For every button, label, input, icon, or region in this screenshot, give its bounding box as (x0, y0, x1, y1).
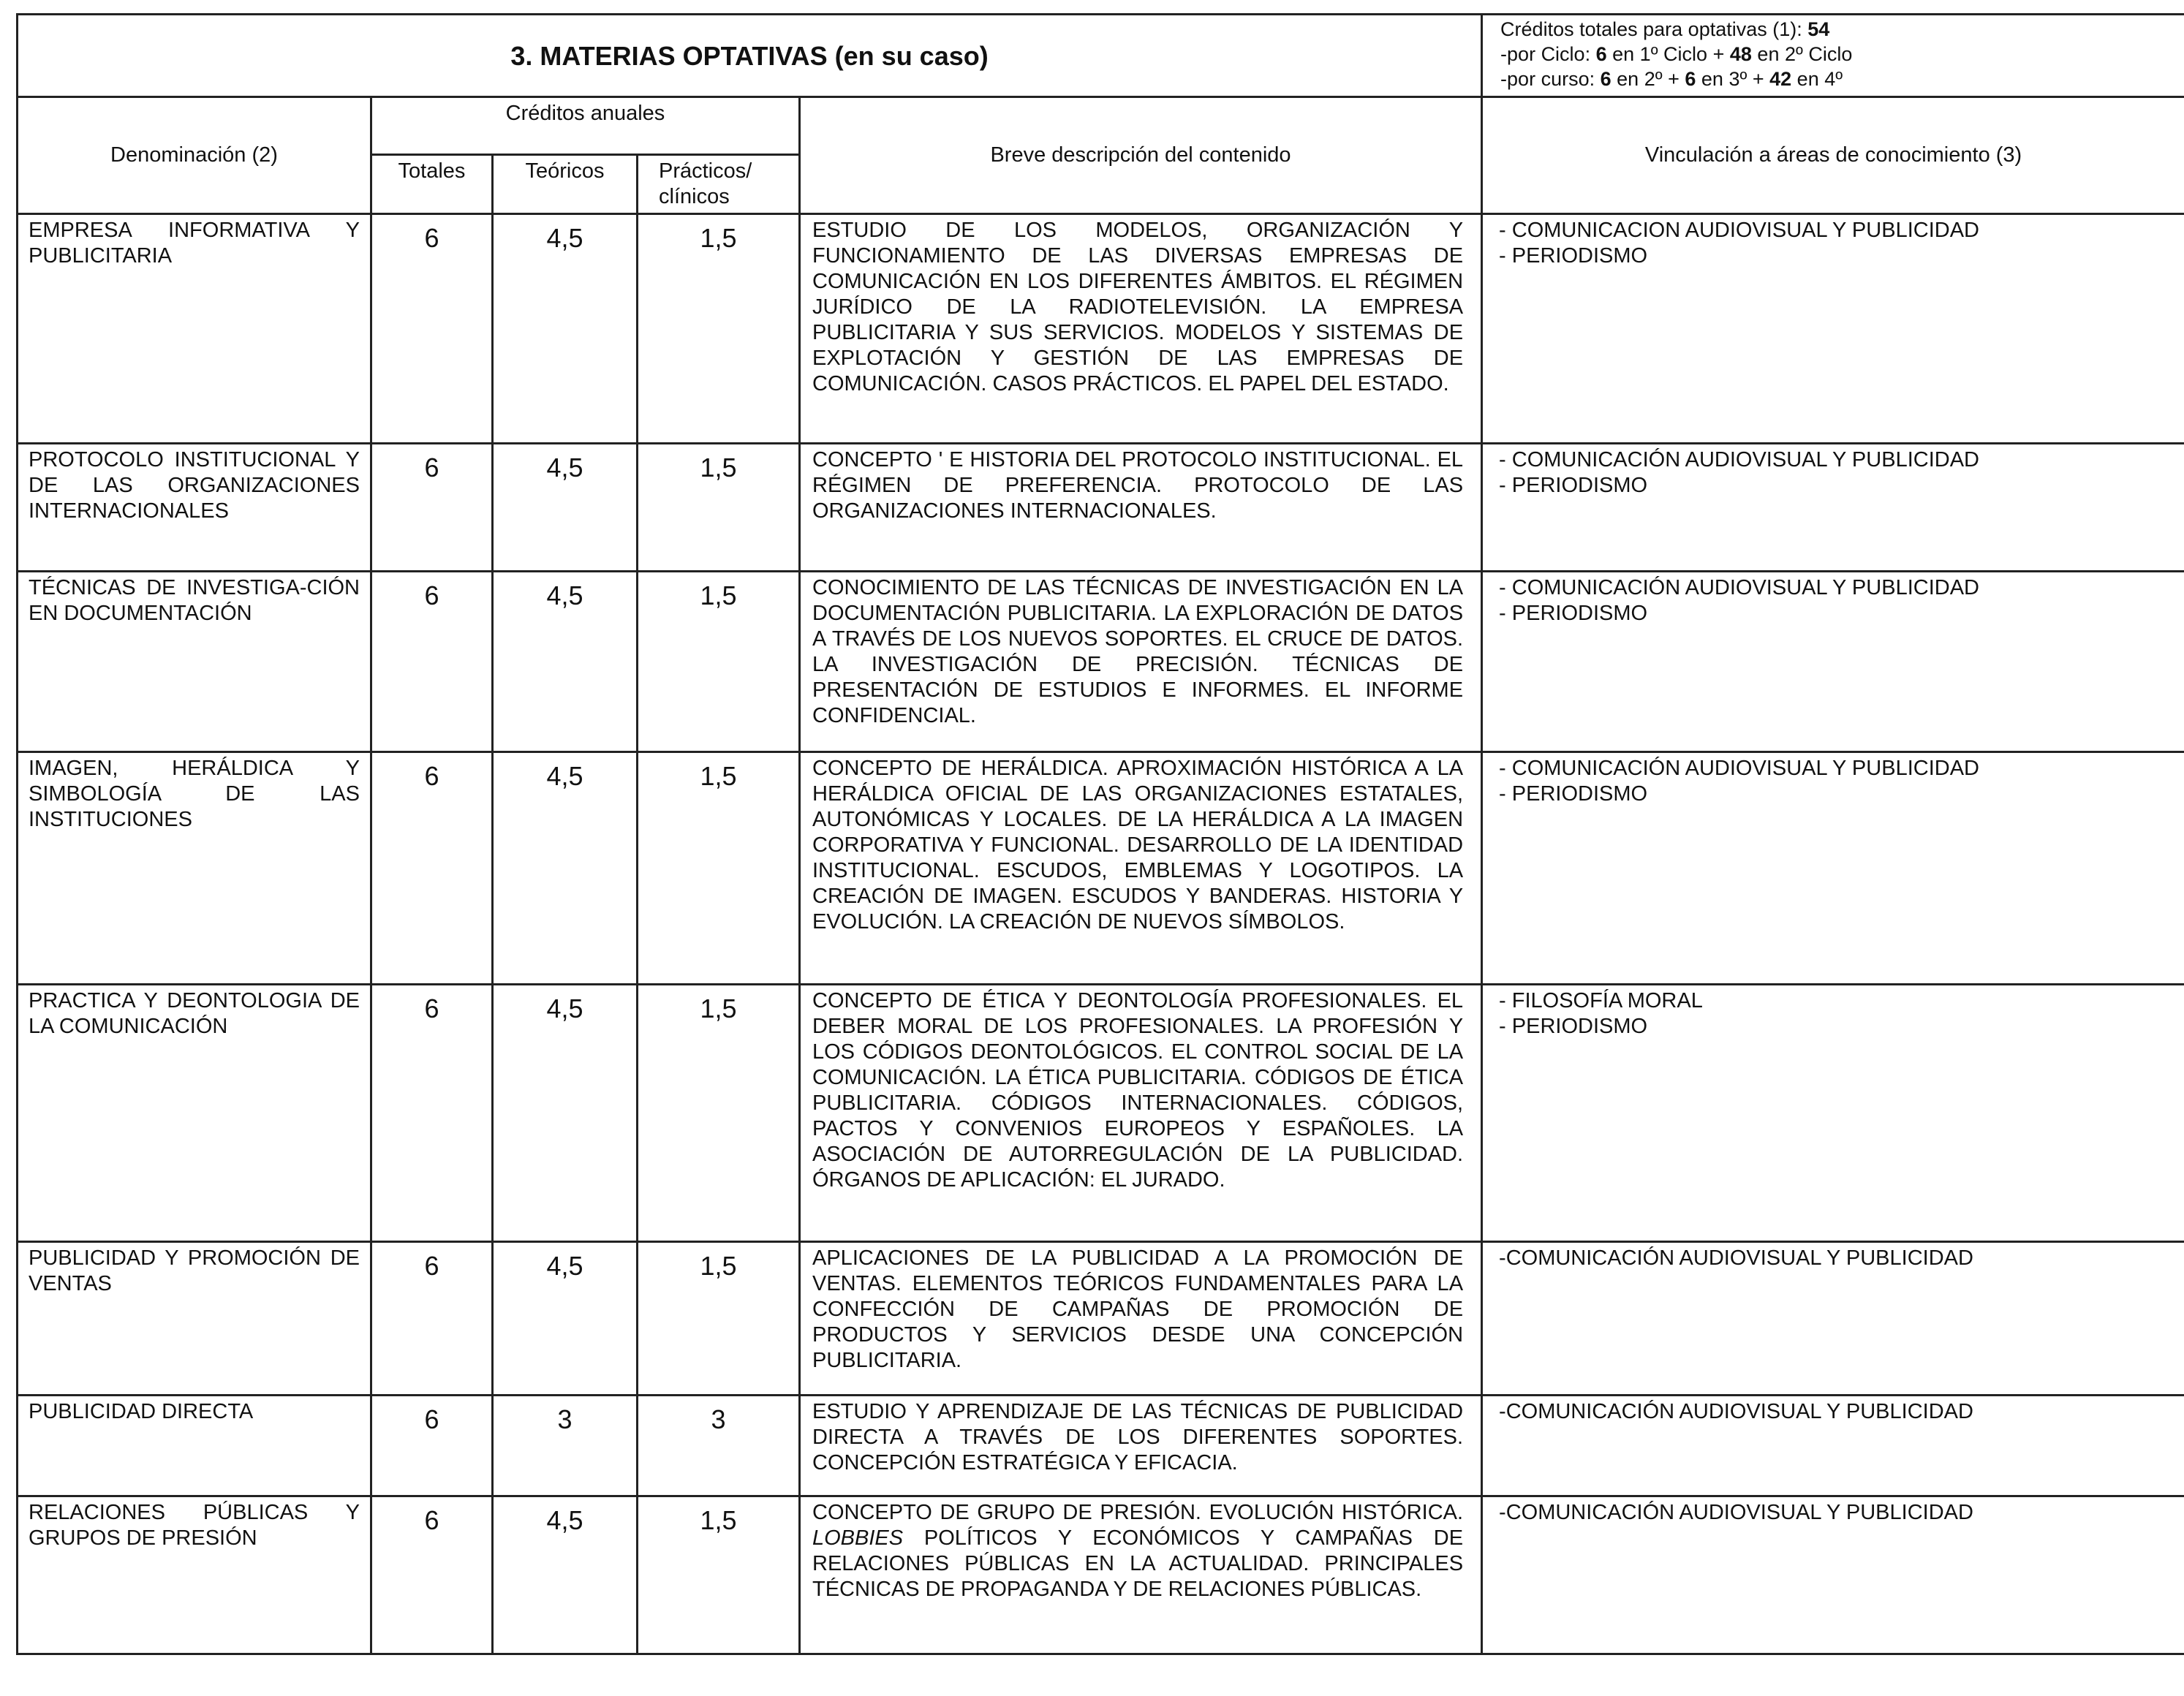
subject-description: CONCEPTO DE GRUPO DE PRESIÓN. EVOLUCIÓN HISTÓRICA. LOBBIES POLÍTICOS Y ECONÓMICOS Y CAMPAÑAS DE RELACIONES PÚBLICAS EN LA ACTUALIDAD. PRINCIPALES TÉCNICAS DE PROPAGANDA Y DE RELACIONES PÚBLICAS. (800, 1496, 1482, 1654)
subject-name: EMPRESA INFORMATIVA Y PUBLICITARIA (18, 214, 371, 444)
credits-summary (1482, 15, 2184, 97)
credits-total: 6 (371, 444, 493, 572)
credits-total: 6 (371, 1242, 493, 1396)
header-teoricos: Teóricos (493, 155, 638, 214)
credits-practice: 1,5 (638, 1496, 800, 1654)
table-row (18, 1496, 2184, 1654)
subject-description: CONCEPTO DE ÉTICA Y DEONTOLOGÍA PROFESIONALES. EL DEBER MORAL DE LOS PROFESIONALES. LA PROFESIÓN Y LOS CÓDIGOS DEONTOLÓGICOS. EL CONTROL SOCIAL DE LA COMUNICACIÓN. LA ÉTICA PUBLICITARIA. CÓDIGOS DE ÉTICA PUBLICITARIA. CÓDIGOS INTERNACIONALES. CÓDIGOS, PACTOS Y CONVENIOS EUROPEOS Y ESPAÑOLES. LA ASOCIACIÓN DE AUTORREGULACIÓN DE LA PUBLICIDAD. ÓRGANOS DE APLICACIÓN: EL JURADO. (800, 985, 1482, 1242)
knowledge-areas: - COMUNICACIÓN AUDIOVISUAL Y PUBLICIDAD - PERIODISMO (1482, 752, 2184, 985)
table-row (18, 1396, 2184, 1496)
credits-total: 6 (371, 214, 493, 444)
header-vinculacion: Vinculación a áreas de conocimiento (3) (1482, 97, 2184, 214)
credits-theory: 4,5 (493, 1242, 638, 1396)
header-denominacion: Denominación (2) (18, 97, 371, 214)
credits-practice: 1,5 (638, 1242, 800, 1396)
subject-description: ESTUDIO Y APRENDIZAJE DE LAS TÉCNICAS DE PUBLICIDAD DIRECTA A TRAVÉS DE LOS DIFERENTES SOPORTES. CONCEPCIÓN ESTRATÉGICA Y EFICACIA. (800, 1396, 1482, 1496)
credits-total-line: Créditos totales para optativas (1): 54 (1500, 18, 1830, 40)
table-row (18, 752, 2184, 985)
subject-description: CONCEPTO DE HERÁLDICA. APROXIMACIÓN HISTÓRICA A LA HERÁLDICA OFICIAL DE LAS ORGANIZACIONES ESTATALES, AUTONÓMICAS Y LOCALES. DE LA HERÁLDICA A LA IMAGEN CORPORATIVA Y FUNCIONAL. DESARROLLO DE LA IDENTIDAD INSTITUCIONAL. ESCUDOS, EMBLEMAS Y LOGOTIPOS. LA CREACIÓN DE IMAGEN. ESCUDOS Y BANDERAS. HISTORIA Y EVOLUCIÓN. LA CREACIÓN DE NUEVOS SÍMBOLOS. (800, 752, 1482, 985)
table-row (18, 214, 2184, 444)
knowledge-areas: - COMUNICACIÓN AUDIOVISUAL Y PUBLICIDAD - PERIODISMO (1482, 444, 2184, 572)
lobbies-italic: LOBBIES (812, 1526, 904, 1550)
knowledge-areas: - COMUNICACION AUDIOVISUAL Y PUBLICIDAD - PERIODISMO (1482, 214, 2184, 444)
subject-description: ESTUDIO DE LOS MODELOS, ORGANIZACIÓN Y FUNCIONAMIENTO DE LAS DIVERSAS EMPRESAS DE COMUNICACIÓN EN LOS DIFERENTES ÁMBITOS. EL RÉGIMEN JURÍDICO DE LA RADIOTELEVISIÓN. LA EMPRESA PUBLICITARIA Y SUS SERVICIOS. MODELOS Y SISTEMAS DE EXPLOTACIÓN Y GESTIÓN DE LAS EMPRESAS DE COMUNICACIÓN. CASOS PRÁCTICOS. EL PAPEL DEL ESTADO. (800, 214, 1482, 444)
title-row (18, 15, 2184, 97)
subject-description: CONCEPTO ' E HISTORIA DEL PROTOCOLO INSTITUCIONAL. EL RÉGIMEN DE PREFERENCIA. PROTOCOLO DE LAS ORGANIZACIONES INTERNACIONALES. (800, 444, 1482, 572)
knowledge-areas: - COMUNICACIÓN AUDIOVISUAL Y PUBLICIDAD - PERIODISMO (1482, 572, 2184, 752)
credits-total: 6 (371, 1496, 493, 1654)
knowledge-areas: - FILOSOFÍA MORAL - PERIODISMO (1482, 985, 2184, 1242)
table-row (18, 572, 2184, 752)
credits-theory: 3 (493, 1396, 638, 1496)
credits-total: 6 (371, 572, 493, 752)
credits-practice: 1,5 (638, 572, 800, 752)
credits-total: 6 (371, 1396, 493, 1496)
credits-theory: 4,5 (493, 985, 638, 1242)
credits-theory: 4,5 (493, 444, 638, 572)
table-row (18, 1242, 2184, 1396)
credits-practice: 3 (638, 1396, 800, 1496)
subject-name: RELACIONES PÚBLICAS Y GRUPOS DE PRESIÓN (18, 1496, 371, 1654)
credits-total: 6 (371, 752, 493, 985)
subject-name: TÉCNICAS DE INVESTIGA-CIÓN EN DOCUMENTACIÓN (18, 572, 371, 752)
subject-name: PROTOCOLO INSTITUCIONAL Y DE LAS ORGANIZACIONES INTERNACIONALES (18, 444, 371, 572)
table-row (18, 444, 2184, 572)
header-row-1 (18, 97, 2184, 155)
header-descripcion: Breve descripción del contenido (800, 97, 1482, 214)
table-row (18, 985, 2184, 1242)
header-practicos: Prácticos/ clínicos (638, 155, 800, 214)
credits-cycle-line: -por Ciclo: 6 en 1º Ciclo + 48 en 2º Ciclo (1500, 43, 1853, 65)
subject-name: PUBLICIDAD Y PROMOCIÓN DE VENTAS (18, 1242, 371, 1396)
credits-theory: 4,5 (493, 752, 638, 985)
credits-theory: 4,5 (493, 214, 638, 444)
page-title: 3. MATERIAS OPTATIVAS (en su caso) (18, 15, 1482, 97)
knowledge-areas: -COMUNICACIÓN AUDIOVISUAL Y PUBLICIDAD (1482, 1242, 2184, 1396)
knowledge-areas: -COMUNICACIÓN AUDIOVISUAL Y PUBLICIDAD (1482, 1396, 2184, 1496)
subject-description: APLICACIONES DE LA PUBLICIDAD A LA PROMOCIÓN DE VENTAS. ELEMENTOS TEÓRICOS FUNDAMENTALES PARA LA CONFECCIÓN DE CAMPAÑAS DE PROMOCIÓN DE PRODUCTOS Y SERVICIOS DESDE UNA CONCEPCIÓN PUBLICITARIA. (800, 1242, 1482, 1396)
header-creditos-anuales: Créditos anuales (371, 97, 800, 155)
knowledge-areas: -COMUNICACIÓN AUDIOVISUAL Y PUBLICIDAD (1482, 1496, 2184, 1654)
subject-description: CONOCIMIENTO DE LAS TÉCNICAS DE INVESTIGACIÓN EN LA DOCUMENTACIÓN PUBLICITARIA. LA EXPLORACIÓN DE DATOS A TRAVÉS DE LOS NUEVOS SOPORTES. EL CRUCE DE DATOS. LA INVESTIGACIÓN DE PRECISIÓN. TÉCNICAS DE PRESENTACIÓN DE ESTUDIOS E INFORMES. EL INFORME CONFIDENCIAL. (800, 572, 1482, 752)
credits-practice: 1,5 (638, 985, 800, 1242)
optional-subjects-table (16, 13, 2184, 1655)
subject-name: IMAGEN, HERÁLDICA Y SIMBOLOGÍA DE LAS INSTITUCIONES (18, 752, 371, 985)
credits-theory: 4,5 (493, 572, 638, 752)
credits-practice: 1,5 (638, 752, 800, 985)
subject-name: PRACTICA Y DEONTOLOGIA DE LA COMUNICACIÓN (18, 985, 371, 1242)
credits-course-line: -por curso: 6 en 2º + 6 en 3º + 42 en 4º (1500, 68, 1843, 90)
credits-practice: 1,5 (638, 214, 800, 444)
credits-practice: 1,5 (638, 444, 800, 572)
header-totales: Totales (371, 155, 493, 214)
subject-name: PUBLICIDAD DIRECTA (18, 1396, 371, 1496)
credits-theory: 4,5 (493, 1496, 638, 1654)
credits-total: 6 (371, 985, 493, 1242)
